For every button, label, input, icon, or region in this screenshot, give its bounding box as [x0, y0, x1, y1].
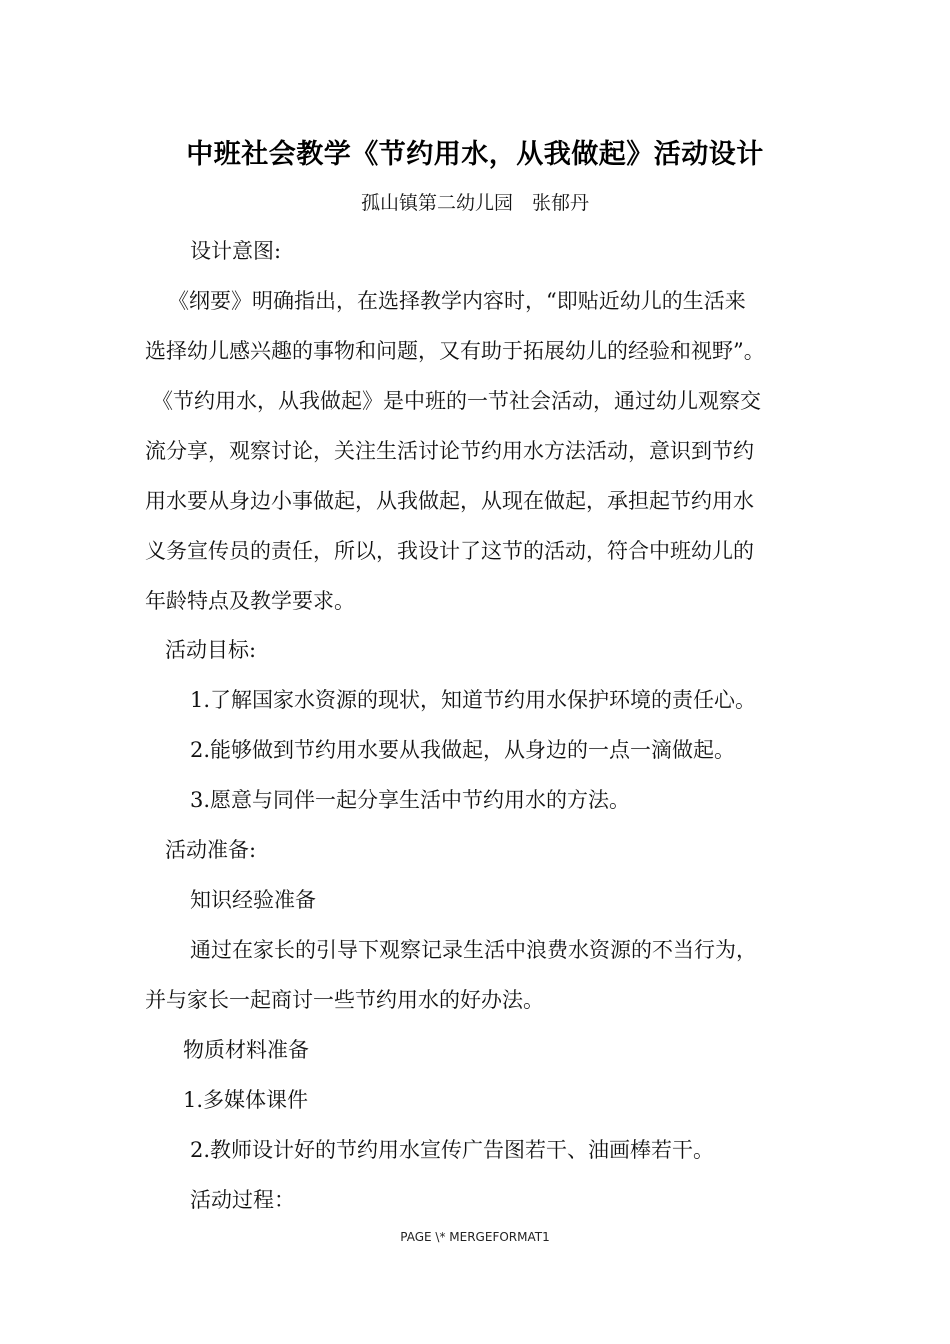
paragraph-line: 用水要从身边小事做起，从我做起，从现在做起，承担起节约用水 — [145, 489, 754, 513]
section-heading-design-intent: 设计意图: — [190, 239, 282, 263]
material-item: 1.多媒体课件 — [183, 1088, 309, 1112]
paragraph-line: 年龄特点及教学要求。 — [145, 589, 355, 613]
section-heading-objectives: 活动目标: — [165, 638, 257, 662]
paragraph-line: 并与家长一起商讨一些节约用水的好办法。 — [145, 988, 544, 1012]
paragraph-line: 选择幼儿感兴趣的事物和问题，又有助于拓展幼儿的经验和视野”。 — [145, 339, 765, 363]
page-footer-field: PAGE \* MERGEFORMAT1 — [400, 1230, 550, 1244]
objective-item: 3.愿意与同伴一起分享生活中节约用水的方法。 — [190, 788, 631, 812]
paragraph-line: 《节约用水，从我做起》是中班的一节社会活动，通过幼儿观察交 — [152, 389, 761, 413]
objective-item: 1.了解国家水资源的现状，知道节约用水保护环境的责任心。 — [190, 688, 757, 712]
document-title: 中班社会教学《节约用水，从我做起》活动设计 — [186, 139, 764, 170]
section-heading-process: 活动过程： — [190, 1188, 295, 1212]
document-author: 孤山镇第二幼儿园 张郁丹 — [360, 192, 589, 214]
section-heading-preparation: 活动准备: — [165, 838, 257, 862]
paragraph-line: 通过在家长的引导下观察记录生活中浪费水资源的不当行为， — [190, 938, 757, 962]
subheading-knowledge: 知识经验准备 — [190, 888, 316, 912]
objective-item: 2.能够做到节约用水要从我做起，从身边的一点一滴做起。 — [190, 738, 736, 762]
paragraph-line: 《纲要》明确指出，在选择教学内容时，“即贴近幼儿的生活来 — [168, 289, 746, 313]
paragraph-line: 义务宣传员的责任，所以，我设计了这节的活动，符合中班幼儿的 — [145, 539, 754, 563]
subheading-materials: 物质材料准备 — [183, 1038, 309, 1062]
paragraph-line: 流分享，观察讨论，关注生活讨论节约用水方法活动，意识到节约 — [145, 439, 754, 463]
material-item: 2.教师设计好的节约用水宣传广告图若干、油画棒若干。 — [190, 1138, 715, 1162]
